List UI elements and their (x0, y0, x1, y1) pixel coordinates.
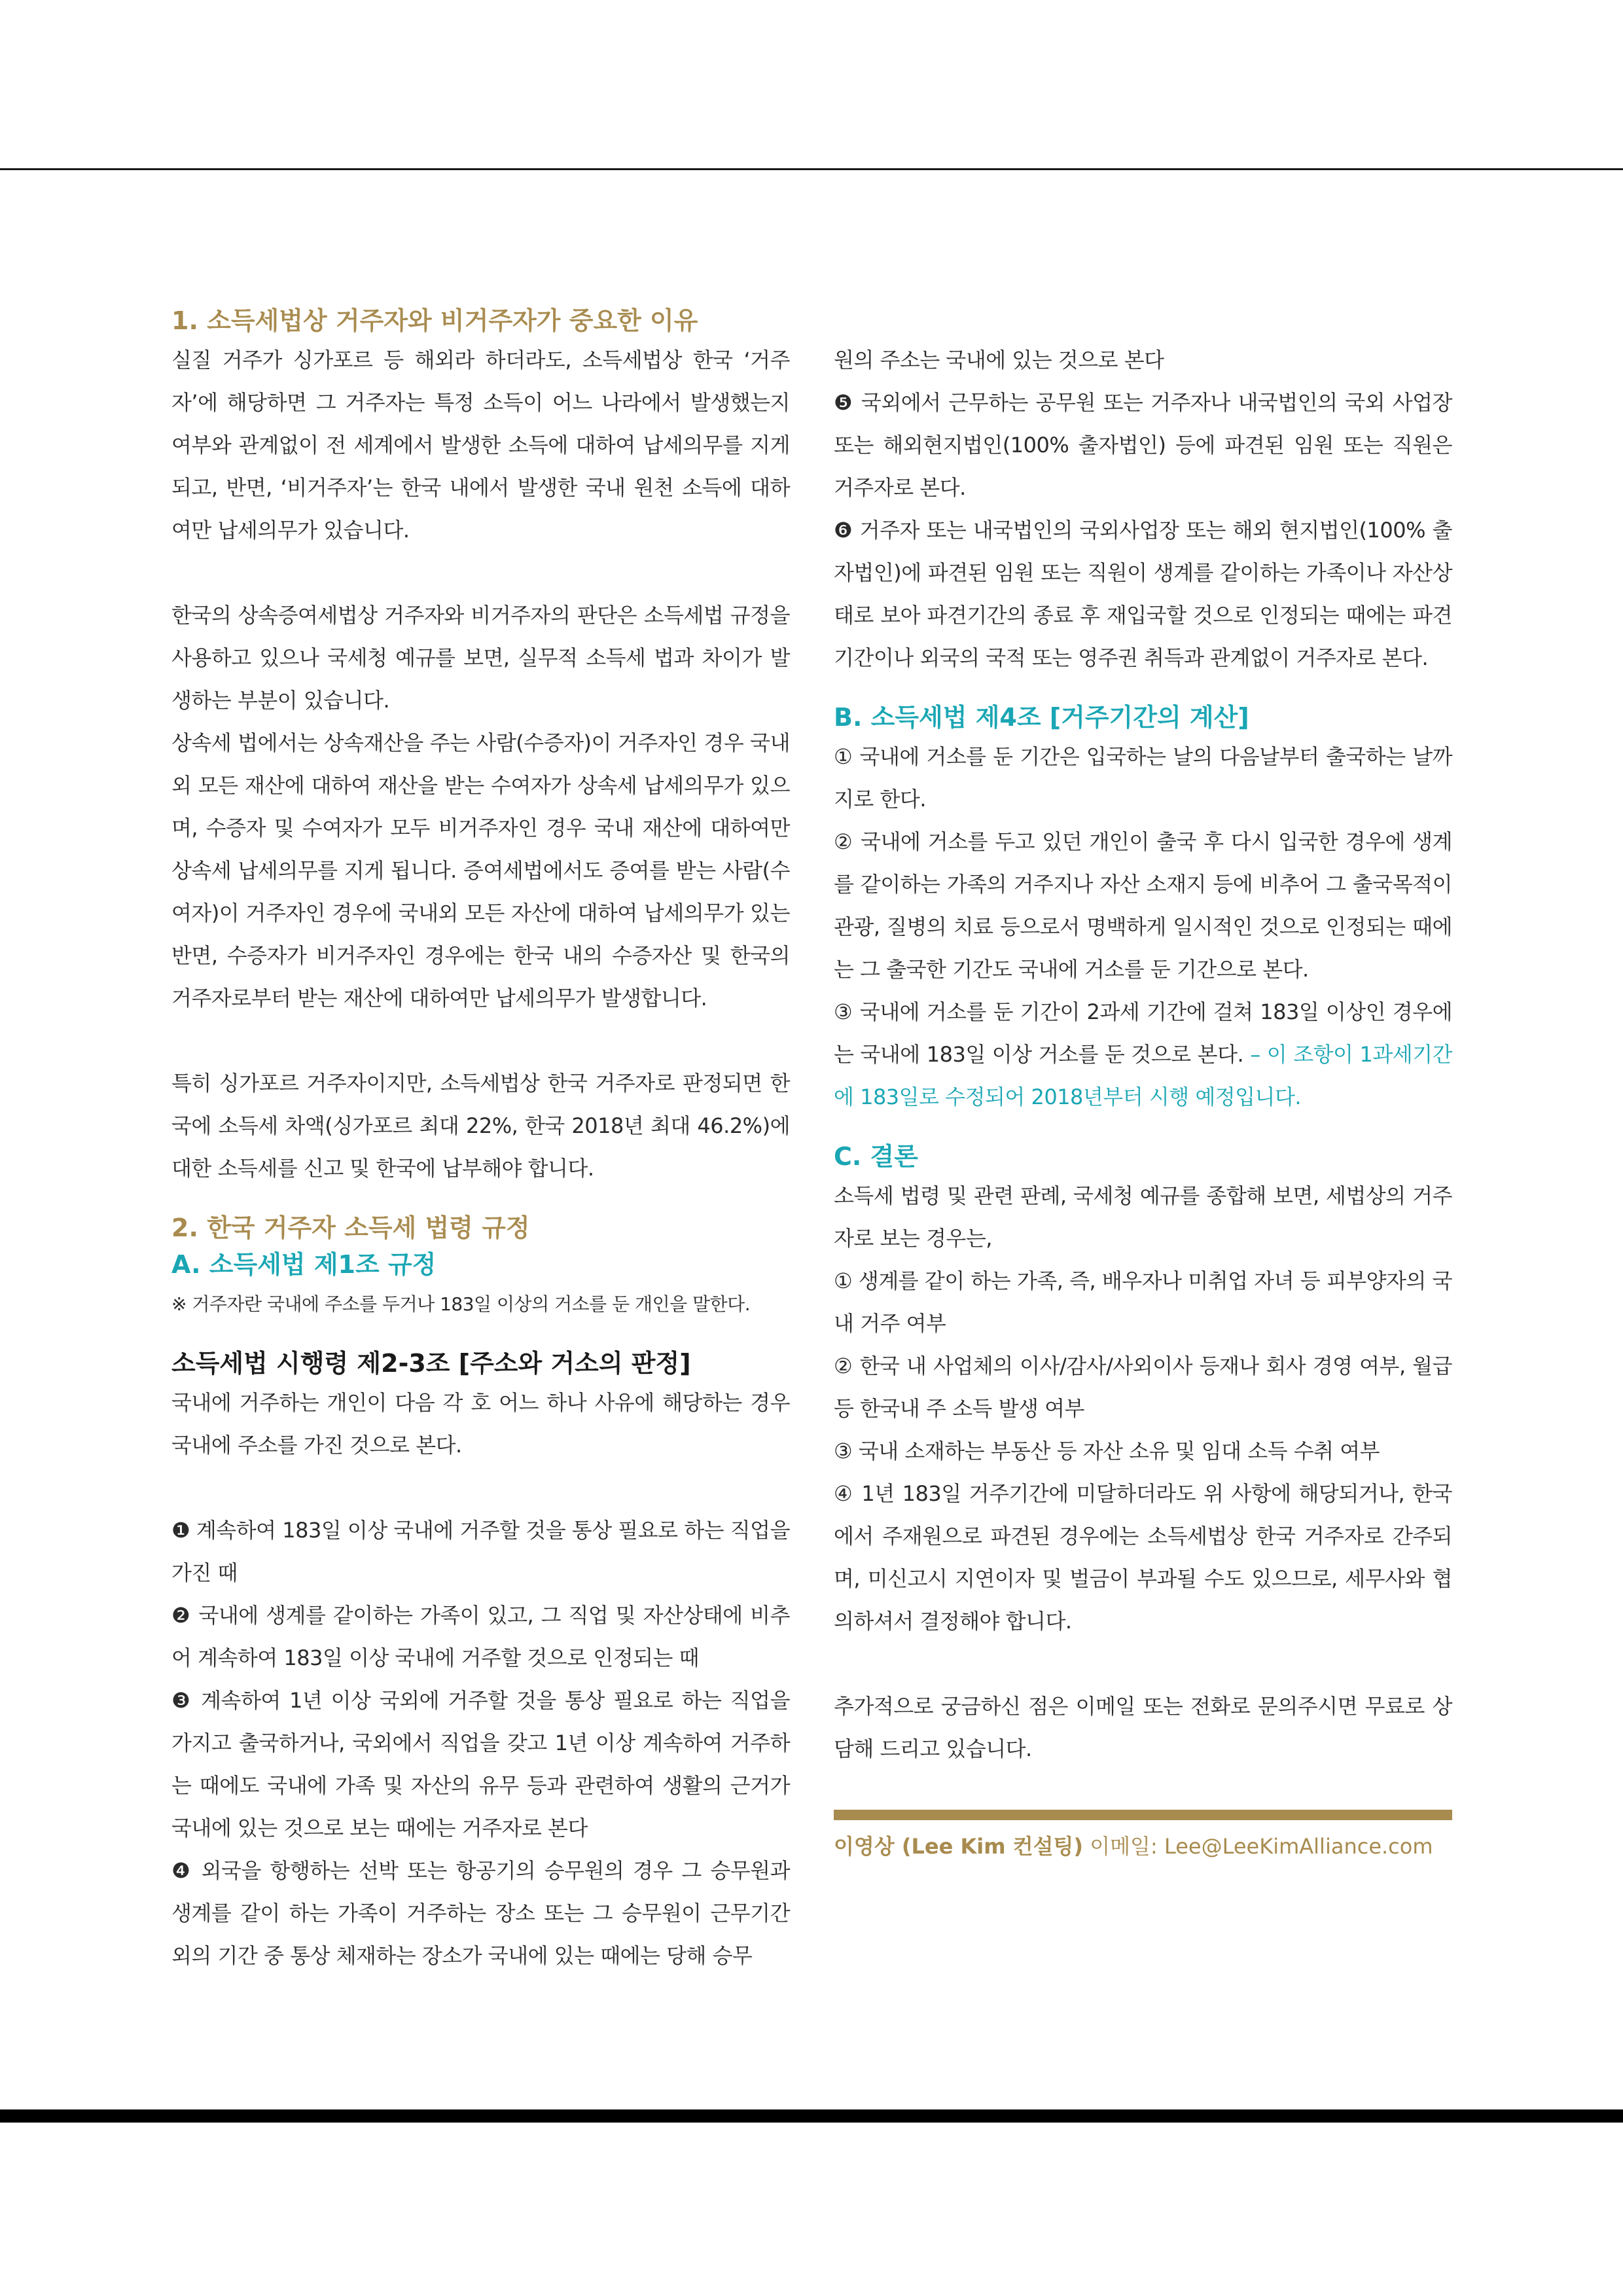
decree-item-6: ❻ 거주자 또는 내국법인의 국외사업장 또는 해외 현지법인(100% 출자법인)에 파견된 임원 또는 직원이 생계를 같이하는 가족이나 자산상태로 보아 파견기간의 종료 후 재입국할 것으로 인정되는 때에는 파견기간이나 외국의 국적 또는 영주권 취득과 관계없이 거주자로 본다. (834, 518, 1452, 670)
sectionB-heading: B. 소득세법 제4조 [거주기간의 계산] (834, 703, 1249, 732)
section2-note: ※ 거주자란 국내에 주소를 두거나 183일 이상의 거소를 둔 개인을 말한다. (171, 1293, 751, 1315)
section2-subheading-a: A. 소득세법 제1조 규정 (171, 1250, 437, 1279)
sectionC-item-4: ④ 1년 183일 거주기간에 미달하더라도 위 사항에 해당되거나, 한국에서 주재원으로 파견된 경우에는 소득세법상 한국 거주자로 간주되며, 미신고시 지연이자 및 벌금이 부과될 수도 있으므로, 세무사와 협의하셔서 결정해야 합니다. (834, 1481, 1452, 1634)
sectionC-item-3: ③ 국내 소재하는 부동산 등 자산 소유 및 임대 소득 수취 여부 (834, 1439, 1380, 1463)
sectionB-item-3-text: ③ 국내에 거소를 둔 기간이 2과세 기간에 걸쳐 183일 이상인 경우에는 국내에 183일 이상 거소를 둔 것으로 본다. (834, 999, 1452, 1067)
decree-heading: 소득세법 시행령 제2-3조 [주소와 거소의 판정] (171, 1349, 691, 1378)
left-column (171, 302, 790, 1977)
signature-name: 이영상 (Lee Kim 컨설팅) (834, 1834, 1084, 1859)
signature-divider (834, 1810, 1452, 1820)
sectionC-heading: C. 결론 (834, 1142, 918, 1171)
decree-item-1: ❶ 계속하여 183일 이상 국내에 거주할 것을 통상 필요로 하는 직업을 가진 때 (171, 1518, 790, 1585)
section1-paragraph-3: 상속세 법에서는 상속재산을 주는 사람(수증자)이 거주자인 경우 국내외 모든 재산에 대하여 재산을 받는 수여자가 상속세 납세의무가 있으며, 수증자 및 수여자가 모두 비거주자인 경우 국내 재산에 대하여만 상속세 납세의무를 지게 됩니다. 증여세법에서도 증여를 받는 사람(수여자)이 거주자인 경우에 국내외 모든 자산에 대하여 납세의무가 있는 반면, 수증자가 비거주자인 경우에는 한국 내의 수증자산 및 한국의 거주자로부터 받는 재산에 대하여만 납세의무가 발생합니다. (171, 730, 790, 1011)
top-divider (0, 168, 1623, 170)
sectionB-item-3-note: – 이 조항이 1과세기간에 183일로 수정되어 2018년부터 시행 예정입니다. (834, 1042, 1453, 1109)
right-column (834, 339, 1452, 1866)
section2-heading: 2. 한국 거주자 소득세 법령 규정 (171, 1213, 530, 1242)
section1-paragraph-1: 실질 거주가 싱가포르 등 해외라 하더라도, 소득세법상 한국 ‘거주자’에 해당하면 그 거주자는 특정 소득이 어느 나라에서 발생했는지 여부와 관계없이 전 세계에서 발생한 소득에 대하여 납세의무를 지게 되고, 반면, ‘비거주자’는 한국 내에서 발생한 국내 원천 소득에 대하여만 납세의무가 있습니다. (171, 348, 790, 543)
section1-paragraph-2: 한국의 상속증여세법상 거주자와 비거주자의 판단은 소득세법 규정을 사용하고 있으나 국세청 예규를 보면, 실무적 소득세 법과 차이가 발생하는 부분이 있습니다. (171, 603, 790, 713)
decree-item-2: ❷ 국내에 생계를 같이하는 가족이 있고, 그 직업 및 자산상태에 비추어 계속하여 183일 이상 국내에 거주할 것으로 인정되는 때 (171, 1603, 790, 1670)
closing-paragraph: 추가적으로 궁금하신 점은 이메일 또는 전화로 문의주시면 무료로 상담해 드리고 있습니다. (834, 1694, 1452, 1761)
decree-item-3: ❸ 계속하여 1년 이상 국외에 거주할 것을 통상 필요로 하는 직업을 가지고 출국하거나, 국외에서 직업을 갖고 1년 이상 계속하여 거주하는 때에도 국내에 가족 및 자산의 유무 등과 관련하여 생활의 근거가 국내에 있는 것으로 보는 때에는 거주자로 본다 (171, 1688, 790, 1840)
signature-email-label: 이메일: (1083, 1834, 1164, 1859)
decree-item-5: ❺ 국외에서 근무하는 공무원 또는 거주자나 내국법인의 국외 사업장 또는 해외현지법인(100% 출자법인) 등에 파견된 임원 또는 직원은 거주자로 본다. (834, 390, 1452, 500)
sectionB-item-1: ① 국내에 거소를 둔 기간은 입국하는 날의 다음날부터 출국하는 날까지로 한다. (834, 744, 1452, 812)
signature-email[interactable]: Lee@LeeKimAlliance.com (1164, 1834, 1433, 1859)
signature (834, 1827, 1452, 1866)
section1-paragraph-4: 특히 싱가포르 거주자이지만, 소득세법상 한국 거주자로 판정되면 한국에 소득세 차액(싱가포르 최대 22%, 한국 2018년 최대 46.2%)에 대한 소득세를 신고 및 한국에 납부해야 합니다. (171, 1071, 790, 1181)
decree-item-4-part-2: 원의 주소는 국내에 있는 것으로 본다 (834, 348, 1164, 372)
decree-intro: 국내에 거주하는 개인이 다음 각 호 어느 하나 사유에 해당하는 경우 국내에 주소를 가진 것으로 본다. (171, 1390, 790, 1458)
sectionB-item-3 (834, 991, 1452, 1119)
sectionC-intro: 소득세 법령 및 관련 판례, 국세청 예규를 종합해 보면, 세법상의 거주자로 보는 경우는, (834, 1183, 1452, 1251)
decree-item-4-part-1: ❹ 외국을 항행하는 선박 또는 항공기의 승무원의 경우 그 승무원과 생계를 같이 하는 가족이 거주하는 장소 또는 그 승무원이 근무기간 외의 기간 중 통상 체재하는 장소가 국내에 있는 때에는 당해 승무 (171, 1858, 790, 1968)
sectionC-item-1: ① 생계를 같이 하는 가족, 즉, 배우자나 미취업 자녀 등 피부양자의 국내 거주 여부 (834, 1268, 1452, 1336)
sectionC-item-2: ② 한국 내 사업체의 이사/감사/사외이사 등재나 회사 경영 여부, 월급 등 한국내 주 소득 발생 여부 (834, 1354, 1452, 1421)
sectionB-item-2: ② 국내에 거소를 두고 있던 개인이 출국 후 다시 입국한 경우에 생계를 같이하는 가족의 거주지나 자산 소재지 등에 비추어 그 출국목적이 관광, 질병의 치료 등으로서 명백하게 일시적인 것으로 인정되는 때에는 그 출국한 기간도 국내에 거소를 둔 기간으로 본다. (834, 829, 1452, 982)
bottom-bar (0, 2109, 1623, 2123)
section1-heading: 1. 소득세법상 거주자와 비거주자가 중요한 이유 (171, 306, 698, 335)
